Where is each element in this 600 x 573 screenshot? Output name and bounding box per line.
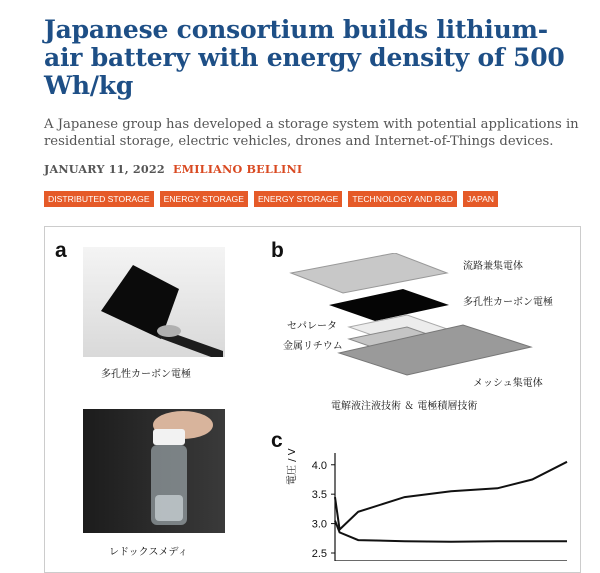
y-tick-label: 3.0 <box>311 518 327 531</box>
author-link[interactable]: EMILIANO BELLINI <box>172 162 303 176</box>
article-subtitle: A Japanese group has developed a storage system with potential applications in residential storage, electric vehicles, drones and Internet-of-Things devices. <box>44 117 579 149</box>
panel-a-caption-bottom: レドックスメディ <box>109 547 188 558</box>
y-tick-label: 2.5 <box>311 548 327 560</box>
article-figure <box>44 226 581 573</box>
y-tick-label: 4.0 <box>311 459 327 472</box>
tag-energy-storage-2[interactable]: ENERGY STORAGE <box>254 191 342 207</box>
panel-a-caption-top: 多孔性カーボン電極 <box>101 369 191 380</box>
layer-separator-label: セパレータ <box>287 321 337 332</box>
charge-curve-line <box>335 462 567 530</box>
chart-axis-frame <box>335 453 567 561</box>
y-axis-label: 電圧 / V <box>287 448 298 485</box>
voltage-chart <box>277 441 577 561</box>
panel-b-label: b <box>271 239 284 262</box>
tag-distributed-storage[interactable]: DISTRIBUTED STORAGE <box>44 191 154 207</box>
layer-top-label: 流路兼集電体 <box>463 261 523 272</box>
tag-energy-storage[interactable]: ENERGY STORAGE <box>160 191 248 207</box>
byline <box>44 162 302 176</box>
layer-lithium-label: 金属リチウム <box>283 341 343 352</box>
layer-mesh-label: メッシュ集電体 <box>473 378 543 389</box>
panel-c-label: c <box>271 429 283 452</box>
layer-carbon-label: 多孔性カーボン電極 <box>463 297 553 308</box>
redox-mediator-photo <box>83 409 225 533</box>
carbon-electrode-photo <box>83 247 225 357</box>
publish-date: JANUARY 11, 2022 <box>44 162 165 176</box>
panel-b-footer: 電解液注液技術 ＆ 電極積層技術 <box>331 401 478 412</box>
y-tick-label: 3.5 <box>311 489 327 502</box>
tag-list <box>44 191 498 207</box>
tag-japan[interactable]: JAPAN <box>463 191 498 207</box>
article-title: Japanese consortium builds lithium-air battery with energy density of 500 Wh/kg <box>44 15 565 100</box>
tag-technology-rd[interactable]: TECHNOLOGY AND R&D <box>348 191 457 207</box>
panel-a-label: a <box>55 239 67 262</box>
discharge-curve-line <box>335 521 567 542</box>
